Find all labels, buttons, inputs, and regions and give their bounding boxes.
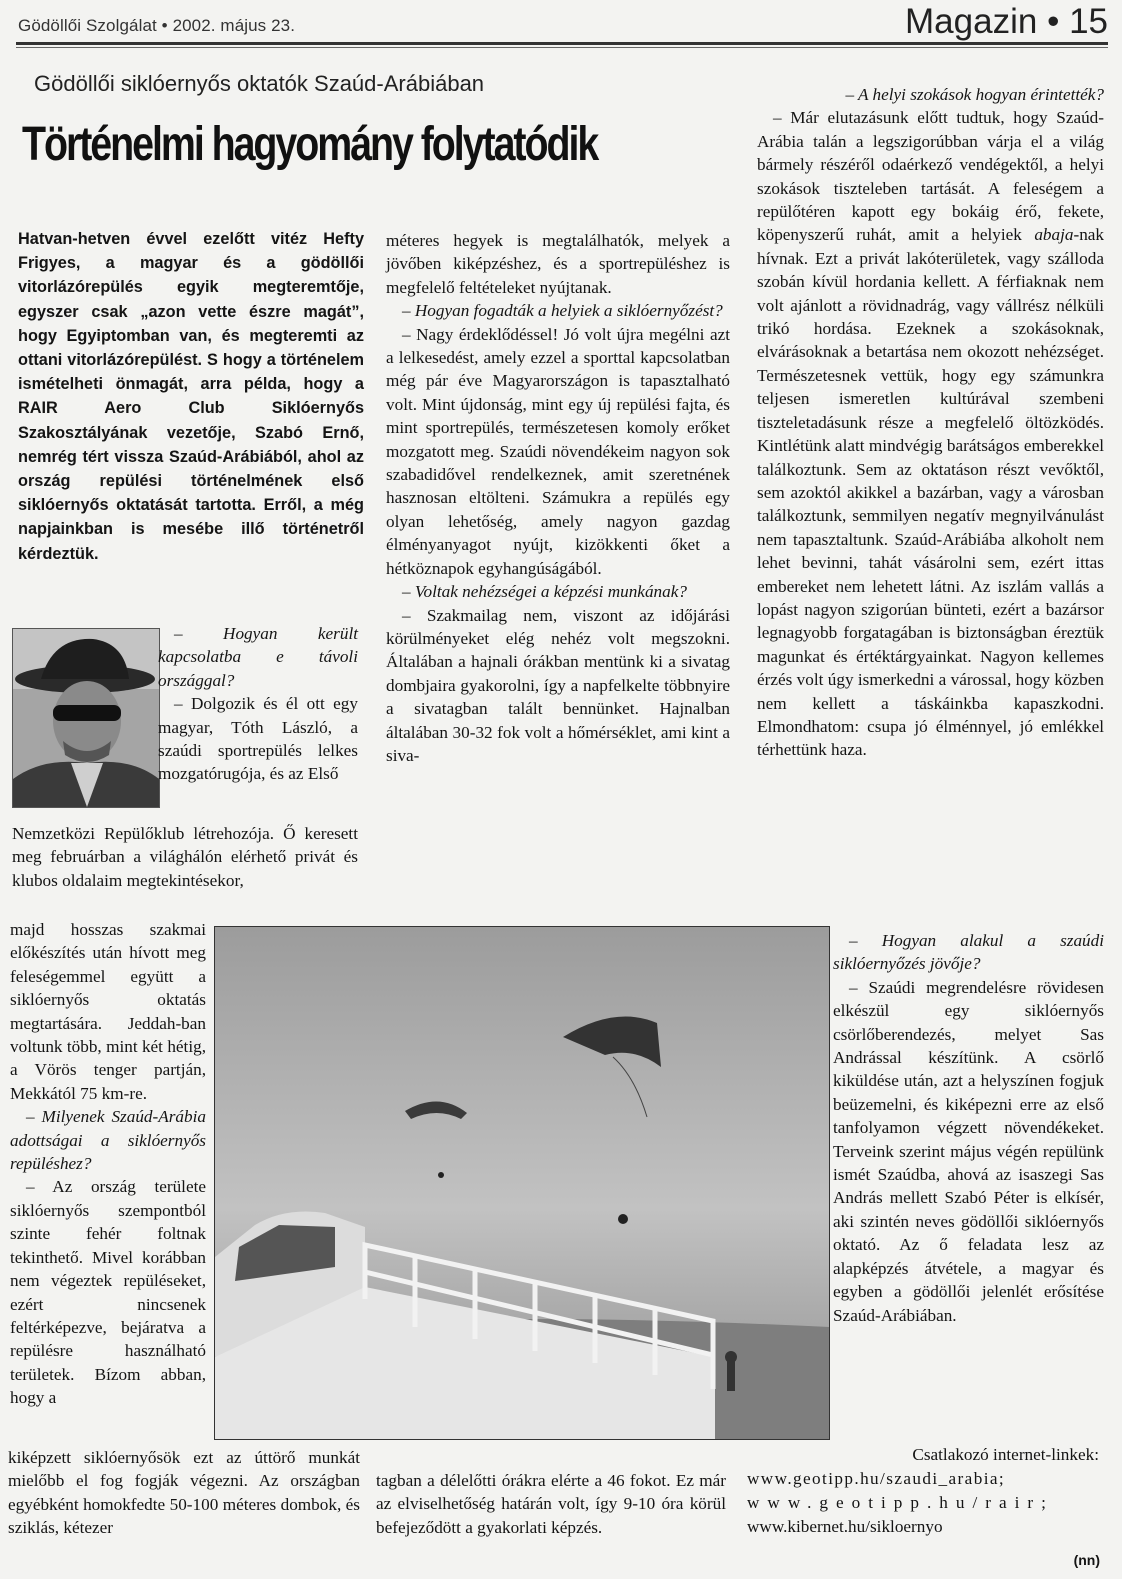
links-title: Csatlakozó internet-linkek: bbox=[912, 1445, 1099, 1464]
answer-2-part-1: – Az ország területe siklóernyős szempontból szinte fehér foltnak tekinthető. Mivel korábban nem végeztek repüléseket, ezért nincsenek feltérképezve, bejáratva a repülésre használható területek. Bízom abban, hogy a bbox=[10, 1177, 206, 1408]
publication-name: Gödöllői Szolgálat bbox=[18, 16, 157, 35]
header-rule bbox=[16, 42, 1108, 48]
column-1-bottom-text bbox=[8, 1446, 360, 1540]
column-3-bottom-text bbox=[833, 929, 1104, 1327]
question-6: – Hogyan alakul a szaúdi siklóernyőzés jövője? bbox=[833, 931, 1104, 974]
answer-2-part-3: méteres hegyek is megtalálhatók, melyek a jövőben kiképzéshez, és a sportrepüléshez is megfelelő feltételeket nyújtanak. bbox=[386, 231, 730, 297]
portrait-photo bbox=[12, 628, 160, 808]
question-2: – Milyenek Szaúd-Arábia adottságai a siklóernyős repüléshez? bbox=[10, 1107, 206, 1174]
bullet-separator-2: • bbox=[1047, 2, 1060, 41]
publication-date: 2002. május 23. bbox=[172, 16, 296, 35]
answer-1-part-2: Nemzetközi Repülőklub létrehozója. Ő keresett meg februárban a világhálón elérhető privát és klubos oldalaim megtekintésekor, bbox=[12, 824, 358, 890]
link-geotipp-rair[interactable]: www.geotipp.hu/rair; bbox=[747, 1493, 1054, 1512]
answer-6: – Szaúdi megrendelésre rövidesen elkészül egy siklóernyős csörlőberendezés, melyet Sas Andrással készítünk. A csörlő kiküldése után, azt a helyszínen fogjuk beüzemelni, és kiképezni erre az első tanfolyamon végzett növendékeket. Terveink szerint május végén repülünk ismét Szaúdba, ahová az isaszegi Sas András mellett Szabó Péter is elkísér, aki szintén neves gödöllői siklóernyős oktató. Az ő feladata lesz az alapképzés átvétele, a magyar és egyben a gödöllői jelenlét erősítése Szaúd-Arábiában. bbox=[833, 977, 1104, 1325]
portrait-illustration bbox=[13, 629, 159, 807]
question-3: – Hogyan fogadták a helyiek a siklóernyőzést? bbox=[402, 301, 723, 321]
paragliders-photo bbox=[214, 926, 830, 1440]
page-number: 15 bbox=[1069, 2, 1108, 41]
column-1-top-text bbox=[158, 622, 358, 786]
link-kibernet[interactable]: www.kibernet.hu/sikloernyo bbox=[747, 1517, 943, 1536]
column-1-narrow-text bbox=[10, 918, 206, 1410]
article-lead: Hatvan-hetven évvel ezelőtt vitéz Hefty Frigyes, a magyar és a gödöllői vitorlázórepülés egyik megteremtője, egyszer csak „azon vette észre magát”, hogy Egyiptomban van, és megteremti az ottani vitorlázórepülést. S hogy a történelem ismételheti önmagát, arra példa, hogy a RAIR Aero Club Siklóernyős Szakosztályának vezetője, Szabó Ernő, nemrég tért vissza Szaúd-Arábiából, ahol az ország repülési történelmének első siklóernyős oktatását tartotta. Erről, a még napjainkban is mesébe illő történetről kérdeztük. bbox=[18, 230, 364, 563]
column-2-text bbox=[386, 229, 730, 767]
header-section bbox=[905, 2, 1108, 42]
column-1-mid-text bbox=[12, 822, 358, 892]
answer-1-part-1: – Dolgozik és él ott egy magyar, Tóth László, a szaúdi sportrepülés lelkes mozgatórugója, és az Első bbox=[158, 694, 358, 784]
answer-1-part-3: majd hosszas szakmai előkészítés után hívott meg feleségemmel együtt a siklóernyős oktatás megtartására. Jeddah-ban voltunk több, mint két hétig, a Vörös tenger partján, Mekkától 75 km-re. bbox=[10, 920, 206, 1103]
question-4: – Voltak nehézségei a képzési munkának? bbox=[402, 582, 687, 602]
answer-2-part-2: kiképzett siklóernyősök ezt az úttörő munkát mielőbb el fog fogják végezni. Az országban egyébként homokfedte 50-100 méteres dombok, és sziklás, kétezer bbox=[8, 1448, 360, 1538]
author-signature: (nn) bbox=[1073, 1552, 1100, 1568]
paragliders-illustration bbox=[215, 927, 829, 1439]
header-publication-line bbox=[18, 16, 295, 36]
section-name: Magazin bbox=[905, 2, 1038, 41]
links-block bbox=[747, 1443, 1103, 1539]
answer-5 bbox=[757, 106, 1104, 761]
article-kicker: Gödöllői siklóernyős oktatók Szaúd-Arábiában bbox=[34, 71, 485, 96]
answer-5-text: – Már elutazásunk előtt tudtuk, hogy Szaúd-Arábia talán a legszigorúbban várja el a világ bármely részéről odaérkező vendégektől, a helyi szokások tiszteleben tartását. A feleségem a repülőtéren kapott egy bokáig érő, fekete, köpenyszerű ruhát, amit a helyiek bbox=[757, 108, 1104, 245]
question-1: – Hogyan került kapcsolatba e távoli országgal? bbox=[158, 624, 358, 690]
question-5: – A helyi szokások hogyan érintették? bbox=[845, 85, 1104, 104]
bullet-separator: • bbox=[161, 16, 168, 35]
link-geotipp-szaudi[interactable]: www.geotipp.hu/szaudi_arabia; bbox=[747, 1469, 1006, 1488]
answer-5-rest: -nak hívnak. Ezt a privát lakóterületek, vagy szálloda szobán kívül hordania kellett. A férfiaknak nem volt ajánlott a rövidnadrág, vagy vállrész nélküli trikó hordása. Ezeknek a szokásoknak, elvárásoknak a betartása nem okozott nehézséget. Természetesnek vettük, hogy egy számunkra teljesen ismeretlen kultúrával szembeni tiszteletadásunk része a megfelelő öltözködés. Kintlétünk alatt mindvégig barátságos emberekkel találkoztunk. Sem az oktatáson részt vevőktől, sem azoktól akikkel a bazárban, vagy a városban találkoztunk, semmilyen negatív megnyilvánulást nem tapasztaltunk. Szaúd-Arábiába alkoholt nem lehet bevinni, tahát vásárolni sem, ezért ittas embereket nem lehetett látni. Az iszlám vallás a lopást nagyon szigorúan bünteti, ezért a bazársor legnagyobb forgatagában is biztonságban éreztük magunkat és értéktárgyainkat. Nagyon kellemes érzés volt úgy ismerkedni a várossal, hogy közben nem kellett a táskáinkba kapaszkodni. Elmondhatom: csupa jó élménnyel, jó emlékkel térhettünk haza. bbox=[757, 225, 1105, 760]
article-headline: Történelmi hagyomány folytatódik bbox=[22, 118, 598, 171]
paraglider-pilot bbox=[618, 1214, 628, 1224]
answer-4-part-1: – Szakmailag nem, viszont az időjárási körülményeket elég nehéz volt megszokni. Általában a hajnali órákban mentünk ki a sivatag dombjaira gyakorolni, így a napfelkelte többnyire a sivatagban talált bennünket. Hajnalban általában 30-32 fok volt a hőmérséklet, ami kint a siva- bbox=[386, 605, 730, 765]
column-2-bottom-text bbox=[376, 1469, 726, 1539]
answer-4-part-2: tagban a délelőtti órákra elérte a 46 fokot. Ez már az elviselhetőség határán volt, így 9-10 óra körül befejeződött a gyakorlati képzés. bbox=[376, 1471, 726, 1537]
column-3-text bbox=[757, 83, 1104, 762]
answer-3: – Nagy érdeklődéssel! Jó volt újra megélni azt a lelkesedést, amely ezzel a sporttal kapcsolatban még pár éve Magyarországon is tapasztalható volt. Mint újdonság, mint egy új repülési fajta, és mint sportrepülés, természetesen komoly erőket mozgatott meg. Szaúdi növendékeim nagyon sok szabadidővel rendelkeznek, amit szeretnének hasznosan eltölteni. Számukra a repülés egy olyan lehetőség, amely nagyon gazdag élményanyagot nyújt, kizökkenti őket a hétköznapok egyhangúságából. bbox=[386, 324, 730, 578]
answer-5-term: abaja bbox=[1034, 225, 1074, 245]
